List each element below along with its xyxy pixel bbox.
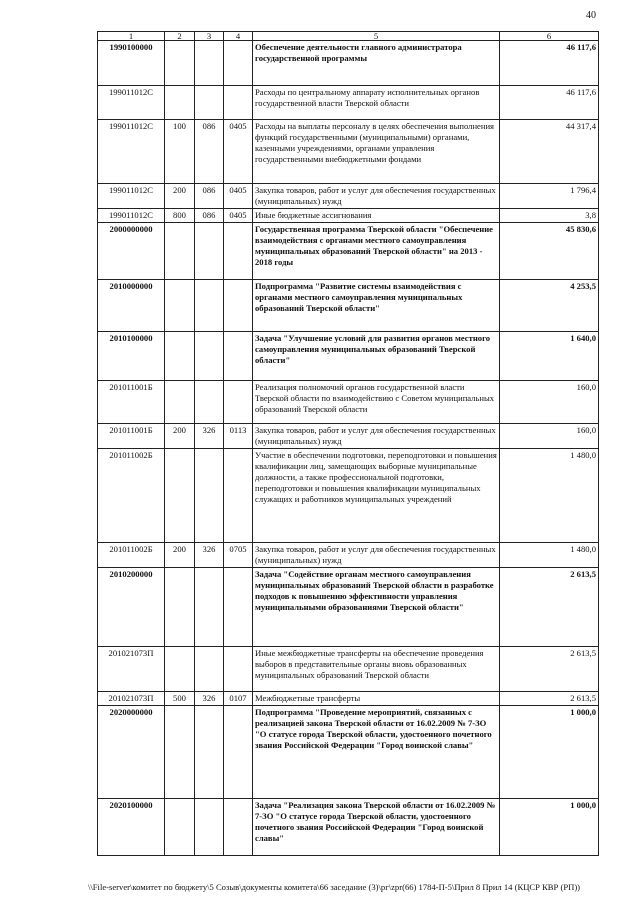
row-admin-code-cell (195, 381, 224, 424)
row-section-cell (224, 223, 253, 280)
table-header-row (98, 32, 599, 41)
row-name-cell: Задача "Содействие органам местного самоуправления муниципальных образований Тверской области в разработке подходов к повышению эффективности управления муниципальными образованиями Тверской области" (253, 568, 500, 647)
row-amount-cell: 3,8 (500, 209, 599, 223)
table-row (98, 209, 599, 223)
row-name-cell: Иные межбюджетные трансферты на обеспечение проведения выборов в представительные органы вновь образованных муниципальных образований Тверской области (253, 647, 500, 692)
row-amount-cell: 1 640,0 (500, 332, 599, 381)
row-code-cell: 199011012С (98, 209, 165, 223)
row-name-cell: Подпрограмма "Развитие системы взаимодействия с органами местного самоуправления муниципальных образований Тверской области" (253, 280, 500, 332)
row-expense-type-cell (165, 223, 195, 280)
row-admin-code-cell: 326 (195, 543, 224, 568)
row-admin-code-cell: 086 (195, 120, 224, 184)
row-amount-cell: 2 613,5 (500, 692, 599, 706)
row-expense-type-cell (165, 381, 195, 424)
row-amount-cell: 1 480,0 (500, 543, 599, 568)
row-amount-cell: 1 000,0 (500, 799, 599, 856)
table-row (98, 424, 599, 449)
row-name-cell: Реализация полномочий органов государственной власти Тверской области по взаимодействию с Советом муниципальных образований Тверской области (253, 381, 500, 424)
row-expense-type-cell (165, 41, 195, 86)
row-section-cell (224, 449, 253, 543)
row-admin-code-cell: 326 (195, 424, 224, 449)
row-expense-type-cell: 200 (165, 184, 195, 209)
table-row (98, 706, 599, 799)
row-code-cell: 2010100000 (98, 332, 165, 381)
row-name-cell: Подпрограмма "Проведение мероприятий, связанных с реализацией закона Тверской области от 16.02.2009 № 7-ЗО "О статусе города Тверской области, удостоенного почетного звания Российской Федерации "Город воинской славы" (253, 706, 500, 799)
row-section-cell: 0113 (224, 424, 253, 449)
row-expense-type-cell (165, 449, 195, 543)
row-code-cell: 2000000000 (98, 223, 165, 280)
row-expense-type-cell: 200 (165, 543, 195, 568)
row-admin-code-cell (195, 706, 224, 799)
row-admin-code-cell (195, 280, 224, 332)
row-admin-code-cell (195, 41, 224, 86)
row-section-cell: 0405 (224, 209, 253, 223)
row-name-cell: Иные бюджетные ассигнования (253, 209, 500, 223)
row-section-cell (224, 280, 253, 332)
row-expense-type-cell (165, 568, 195, 647)
table-row (98, 184, 599, 209)
row-expense-type-cell: 500 (165, 692, 195, 706)
row-code-cell: 2020000000 (98, 706, 165, 799)
row-amount-cell: 1 796,4 (500, 184, 599, 209)
row-code-cell: 199011012С (98, 86, 165, 120)
file-path-footer: \\File-server\комитет по бюджету\5 Созыв\документы комитета\66 заседание (3)\рг\zpr(66) 1784-П-5\Прил 8 Прил 14 (КЦСР КВР (РП)) (88, 882, 581, 892)
row-expense-type-cell (165, 706, 195, 799)
row-section-cell (224, 86, 253, 120)
row-name-cell: Задача "Улучшение условий для развития органов местного самоуправления муниципальных образований Тверской области" (253, 332, 500, 381)
table-row (98, 86, 599, 120)
table-row (98, 280, 599, 332)
table-row (98, 120, 599, 184)
table-row (98, 568, 599, 647)
row-code-cell: 201011002Б (98, 449, 165, 543)
row-admin-code-cell (195, 568, 224, 647)
row-section-cell (224, 799, 253, 856)
row-section-cell: 0405 (224, 184, 253, 209)
row-admin-code-cell: 086 (195, 209, 224, 223)
table-row (98, 647, 599, 692)
row-admin-code-cell: 326 (195, 692, 224, 706)
row-amount-cell: 2 613,5 (500, 647, 599, 692)
table-row (98, 381, 599, 424)
column-header: 3 (195, 32, 224, 41)
column-header: 2 (165, 32, 195, 41)
row-admin-code-cell (195, 223, 224, 280)
row-admin-code-cell: 086 (195, 184, 224, 209)
row-code-cell: 201021073П (98, 647, 165, 692)
row-name-cell: Расходы по центральному аппарату исполнительных органов государственной власти Тверской области (253, 86, 500, 120)
row-amount-cell: 160,0 (500, 381, 599, 424)
row-expense-type-cell (165, 332, 195, 381)
row-section-cell (224, 706, 253, 799)
row-name-cell: Расходы на выплаты персоналу в целях обеспечения выполнения функций государственными (муниципальными) органами, казенными учреждениями, органами управления государственными внебюджетными фондами (253, 120, 500, 184)
row-name-cell: Закупка товаров, работ и услуг для обеспечения государственных (муниципальных) нужд (253, 543, 500, 568)
row-code-cell: 199011012С (98, 184, 165, 209)
row-code-cell: 2010200000 (98, 568, 165, 647)
row-section-cell: 0705 (224, 543, 253, 568)
row-amount-cell: 1 480,0 (500, 449, 599, 543)
table-row (98, 799, 599, 856)
row-name-cell: Участие в обеспечении подготовки, переподготовки и повышения квалификации лиц, замещающих выборные муниципальные должности, а также профессиональной подготовки, переподготовки и повышения квалификации муниципальных служащих и работников муниципальных учреждений (253, 449, 500, 543)
row-code-cell: 199011012С (98, 120, 165, 184)
row-code-cell: 2010000000 (98, 280, 165, 332)
column-header: 1 (98, 32, 165, 41)
row-code-cell: 2020100000 (98, 799, 165, 856)
row-section-cell (224, 647, 253, 692)
row-expense-type-cell: 100 (165, 120, 195, 184)
row-expense-type-cell (165, 799, 195, 856)
row-amount-cell: 2 613,5 (500, 568, 599, 647)
row-section-cell (224, 568, 253, 647)
column-header: 4 (224, 32, 253, 41)
row-code-cell: 201021073П (98, 692, 165, 706)
row-admin-code-cell (195, 647, 224, 692)
row-expense-type-cell: 800 (165, 209, 195, 223)
row-admin-code-cell (195, 86, 224, 120)
row-expense-type-cell (165, 280, 195, 332)
row-code-cell: 201011002Б (98, 543, 165, 568)
row-expense-type-cell: 200 (165, 424, 195, 449)
row-section-cell (224, 41, 253, 86)
row-amount-cell: 46 117,6 (500, 86, 599, 120)
table-row (98, 449, 599, 543)
table-row (98, 692, 599, 706)
row-name-cell: Обеспечение деятельности главного администратора государственной программы (253, 41, 500, 86)
row-amount-cell: 46 117,6 (500, 41, 599, 86)
table-row (98, 543, 599, 568)
row-section-cell (224, 332, 253, 381)
row-amount-cell: 4 253,5 (500, 280, 599, 332)
row-section-cell (224, 381, 253, 424)
row-amount-cell: 44 317,4 (500, 120, 599, 184)
row-code-cell: 1990100000 (98, 41, 165, 86)
row-admin-code-cell (195, 332, 224, 381)
table-row (98, 223, 599, 280)
row-amount-cell: 1 000,0 (500, 706, 599, 799)
row-section-cell: 0107 (224, 692, 253, 706)
row-name-cell: Межбюджетные трансферты (253, 692, 500, 706)
budget-table (97, 31, 599, 856)
row-code-cell: 201011001Б (98, 424, 165, 449)
row-name-cell: Закупка товаров, работ и услуг для обеспечения государственных (муниципальных) нужд (253, 184, 500, 209)
table-row (98, 41, 599, 86)
row-section-cell: 0405 (224, 120, 253, 184)
page-number: 40 (586, 10, 596, 21)
row-expense-type-cell (165, 86, 195, 120)
row-amount-cell: 45 830,6 (500, 223, 599, 280)
row-name-cell: Государственная программа Тверской области "Обеспечение взаимодействия с органами местного самоуправления муниципальных образований Тверской области" на 2013 - 2018 годы (253, 223, 500, 280)
row-expense-type-cell (165, 647, 195, 692)
row-name-cell: Задача "Реализация закона Тверской области от 16.02.2009 № 7-ЗО "О статусе города Тверской области, удостоенного почетного звания Российской Федерации "Город воинской славы" (253, 799, 500, 856)
row-name-cell: Закупка товаров, работ и услуг для обеспечения государственных (муниципальных) нужд (253, 424, 500, 449)
column-header: 5 (253, 32, 500, 41)
row-amount-cell: 160,0 (500, 424, 599, 449)
table-row (98, 332, 599, 381)
row-code-cell: 201011001Б (98, 381, 165, 424)
column-header: 6 (500, 32, 599, 41)
row-admin-code-cell (195, 799, 224, 856)
row-admin-code-cell (195, 449, 224, 543)
